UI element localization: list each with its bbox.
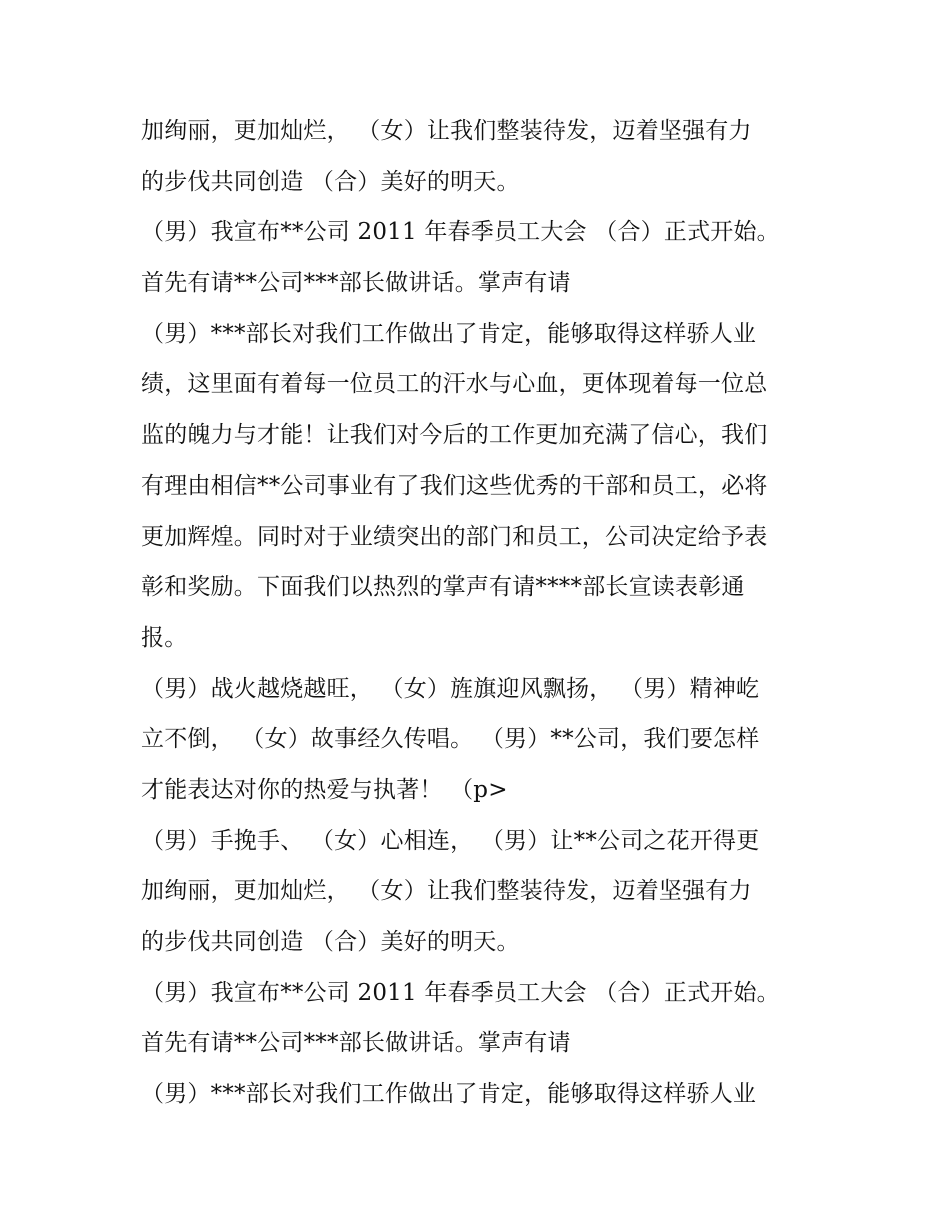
text-line: 绩，这里面有着每一位员工的汗水与心血，更体现着每一位总 (141, 371, 768, 398)
text-line: 报。 (141, 624, 188, 651)
text-line: 彰和奖励。下面我们以热烈的掌声有请****部长宣读表彰通 (141, 574, 745, 601)
document-body (141, 106, 831, 1120)
text-line: 加绚丽，更加灿烂， （女）让我们整装待发，迈着坚强有力 (141, 878, 752, 905)
text-line: 加绚丽，更加灿烂， （女）让我们整装待发，迈着坚强有力 (141, 118, 752, 144)
text-line: （男）***部长对我们工作做出了肯定，能够取得这样骄人业 (141, 1081, 757, 1108)
text-line: （男）战火越烧越旺， （女）旌旗迎风飘扬， （男）精神屹 (141, 675, 760, 702)
text-line: 首先有请**公司***部长做讲话。掌声有请 (141, 270, 571, 297)
text-line: 有理由相信**公司事业有了我们这些优秀的干部和员工，必将 (141, 472, 768, 499)
text-line: （男）***部长对我们工作做出了肯定，能够取得这样骄人业 (141, 320, 757, 347)
text-line: 的步伐共同创造 （合）美好的明天。 (141, 929, 520, 955)
text-line: （男）我宣布**公司 2011 年春季员工大会 （合）正式开始。 (141, 219, 780, 246)
text-line: （男）我宣布**公司 2011 年春季员工大会 （合）正式开始。 (141, 979, 780, 1006)
text-line: 的步伐共同创造 （合）美好的明天。 (141, 168, 520, 195)
text-line: 才能表达对你的热爱与执著！ （p> (141, 776, 508, 803)
text-line: （男）手挽手、 （女）心相连， （男）让**公司之花开得更 (141, 827, 760, 854)
text-line: 立不倒， （女）故事经久传唱。 （男）**公司，我们要怎样 (141, 726, 760, 753)
text-line: 监的魄力与才能！让我们对今后的工作更加充满了信心，我们 (141, 422, 768, 449)
text-line: 更加辉煌。同时对于业绩突出的部门和员工，公司决定给予表 (141, 523, 768, 550)
text-line: 首先有请**公司***部长做讲话。掌声有请 (141, 1030, 571, 1057)
